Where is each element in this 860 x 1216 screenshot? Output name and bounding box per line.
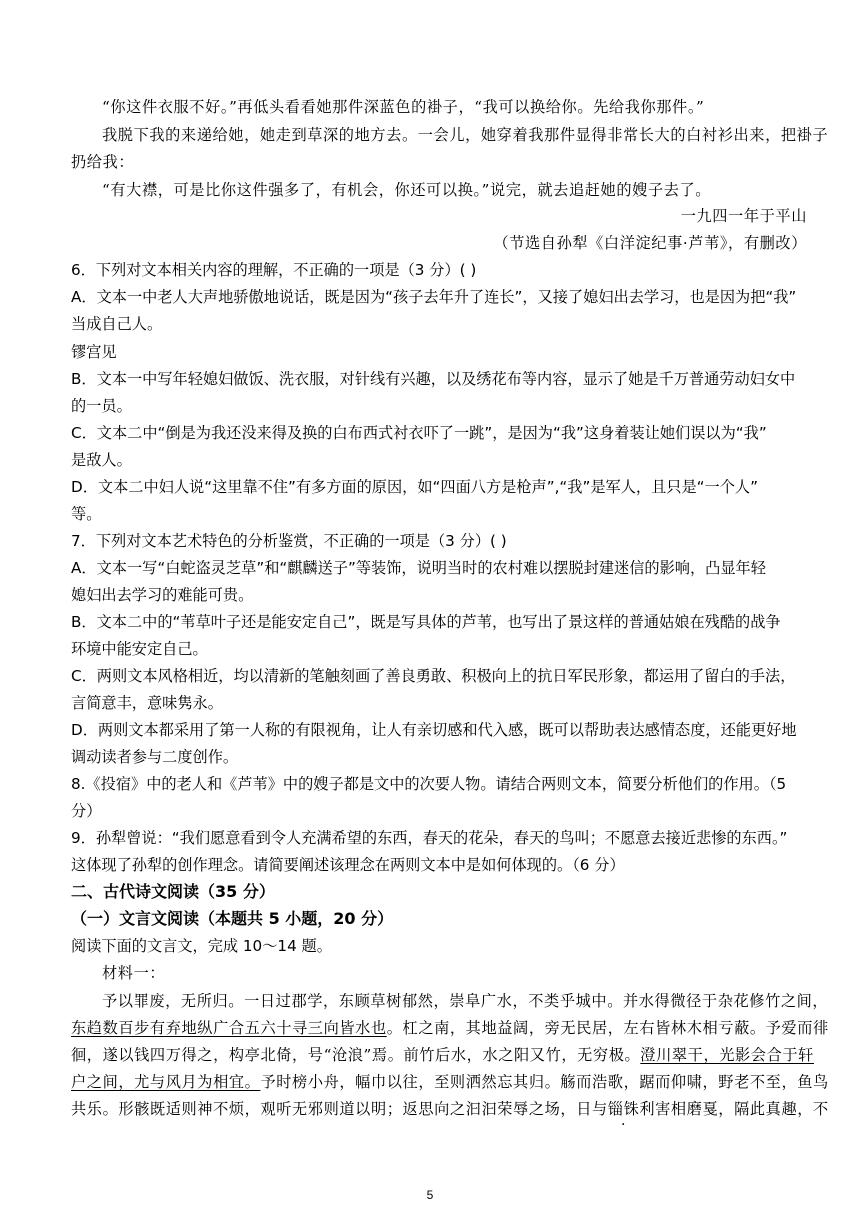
- q7-option-c-cont: 言简意丰，意味隽永。: [71, 694, 223, 712]
- underlined-sentence: 东趋数百步有弃地纵广合五六十寻三向皆水也: [71, 1019, 387, 1037]
- classical-text-line: 共乐。形骸既适则神不烦，观听无邪则道以明；返思向之汩汩荣辱之场，日与锱铢利害相磨戛，隔此真趣，不: [71, 1100, 829, 1118]
- story-paragraph-cont: 扔给我：: [71, 153, 135, 171]
- q7-option-a: A．文本一写“白蛇盗灵芝草”和“麒麟送子”等装饰，说明当时的农村难以摆脱封建迷信的影响，凸显年轻: [71, 559, 766, 577]
- classical-text-line: 东趋数百步有弃地纵广合五六十寻三向皆水也。杠之南，其地益阔，旁无民居，左右皆林木相亏蔽。予爱而徘: [71, 1019, 829, 1037]
- classical-text-line: 户之间，尤与风月为相宜。予时榜小舟，幅巾以往，至则洒然忘其归。觞而浩歌，踞而仰啸，野老不至，鱼鸟: [71, 1073, 829, 1091]
- q6-option-c: C．文本二中“倒是为我还没来得及换的白布西式衬衣吓了一跳”，是因为“我”这身着装让她们误以为“我”: [71, 424, 767, 442]
- page-number: 5: [426, 1188, 434, 1202]
- q6-option-d-cont: 等。: [71, 505, 102, 523]
- classical-text-line: 徊，遂以钱四万得之，构亭北倚，号“沧浪”焉。前竹后水，水之阳又竹，无穷极。澄川翠干，光影会合于轩: [71, 1046, 814, 1064]
- question-7: 7．下列对文本艺术特色的分析鉴赏，不正确的一项是（3 分）( ): [71, 532, 507, 550]
- emphasis-dotted-word: 锱铢: [607, 1100, 640, 1118]
- underlined-sentence: 澄川翠干，光影会合于轩: [640, 1046, 814, 1064]
- q7-option-d-cont: 调动读者参与二度创作。: [71, 748, 239, 766]
- story-paragraph: “有大襟，可是比你这件强多了，有机会，你还可以换。”说完，就去追赶她的嫂子去了。: [102, 181, 712, 199]
- question-9: 9．孙犁曾说：“我们愿意看到令人充满希望的东西，春天的花朵，春天的鸟叫；不愿意去接近悲惨的东西。”: [71, 829, 788, 847]
- question-6: 6．下列对文本相关内容的理解，不正确的一项是（3 分）( ): [71, 261, 477, 279]
- q6-option-a-cont: 当成自己人。: [71, 315, 163, 333]
- underlined-sentence: 户之间，尤与风月为相宜。: [71, 1073, 261, 1091]
- question-8: 8.《投宿》中的老人和《芦苇》中的嫂子都是文中的次要人物。请结合两则文本，简要分析他们的作用。（5: [71, 775, 787, 793]
- story-date: 一九四一年于平山: [680, 207, 807, 225]
- q6-option-a: A．文本一中老人大声地骄傲地说话，既是因为“孩子去年升了连长”，又接了媳妇出去学习，也是因为把“我”: [71, 288, 797, 306]
- classical-text-line: 予以罪废，无所归。一日过郡学，东顾草树郁然，崇阜广水，不类乎城中。并水得微径于杂花修竹之间，: [102, 992, 829, 1010]
- stray-text: 镠宫见: [71, 343, 117, 361]
- q6-option-b: B．文本一中写年轻媳妇做饭、洗衣服，对针线有兴趣，以及绣花布等内容，显示了她是千万普通劳动妇女中: [71, 370, 796, 388]
- q7-option-b-cont: 环境中能安定自己。: [71, 640, 208, 658]
- q6-option-b-cont: 的一员。: [71, 397, 132, 415]
- q7-option-d: D．两则文本都采用了第一人称的有限视角，让人有亲切感和代入感，既可以帮助表达感情态度，还能更好地: [71, 721, 797, 739]
- q7-option-b: B．文本二中的“苇草叶子还是能安定自己”，既是写具体的芦苇，也写出了景这样的普通姑娘在残酷的战争: [71, 613, 781, 631]
- story-source: （节选自孙犁《白洋淀纪事·芦苇》，有删改）: [493, 234, 807, 252]
- material-label: 材料一：: [102, 964, 166, 982]
- section-heading: 二、古代诗文阅读（35 分）: [71, 882, 275, 901]
- section-instruction: 阅读下面的文言文，完成 10～14 题。: [71, 937, 332, 955]
- q7-option-a-cont: 媳妇出去学习的难能可贵。: [71, 586, 254, 604]
- q7-option-c: C．两则文本风格相近，均以清新的笔触刻画了善良勇敢、积极向上的抗日军民形象，都运用了留白的手法，: [71, 667, 796, 685]
- q6-option-d: D．文本二中妇人说“这里靠不住”有多方面的原因，如“四面八方是枪声”,“我”是军人，且只是“一个人”: [71, 478, 758, 496]
- q6-option-c-cont: 是敌人。: [71, 451, 132, 469]
- section-subheading: （一）文言文阅读（本题共 5 小题，20 分）: [71, 909, 394, 928]
- story-paragraph: “你这件衣服不好。”再低头看看她那件深蓝色的褂子，“我可以换给你。先给我你那件。”: [102, 98, 705, 116]
- question-8-cont: 分）: [71, 802, 102, 820]
- story-paragraph: 我脱下我的来递给她，她走到草深的地方去。一会儿，她穿着我那件显得非常长大的白衬衫出来，把褂子: [102, 126, 829, 144]
- question-9-cont: 这体现了孙犁的创作理念。请简要阐述该理念在两则文本中是如何体现的。（6 分）: [71, 856, 625, 874]
